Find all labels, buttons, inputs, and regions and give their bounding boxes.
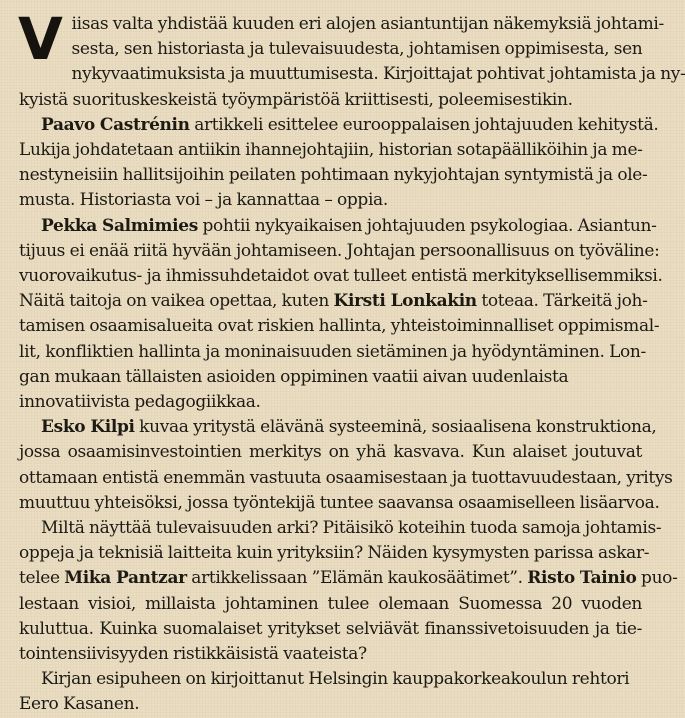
text-line: oppeja ja teknisiä laitteita kuin yrityksiin? Näiden kysymysten parissa askar- — [19, 543, 650, 564]
text-line: lit, konfliktien hallinta ja moninaisuuden sietäminen ja hyödyntäminen. Lon- — [19, 341, 646, 362]
text-run: toteaa. Tärkeitä joh- — [476, 291, 648, 312]
text-line: tamisen osaamisalueita ovat riskien hallinta, yhteistoiminnalliset oppimismal- — [19, 316, 660, 337]
author-name: Esko Kilpi — [41, 417, 135, 438]
text-line — [19, 415, 657, 440]
text-line: tointensiivisyyden ristikkäisistä vaateista? — [19, 644, 367, 665]
text-run: artikkelissaan ”Elämän kaukosäätimet”. — [186, 568, 528, 589]
text-line: nykyvaatimuksista ja muuttumisesta. Kirjoittajat pohtivat johtamista ja ny- — [71, 64, 685, 85]
text-line: Lukija johdatetaan antiikin ihannejohtajiin, historian sotapäälliköihin ja me- — [19, 140, 643, 161]
text-line: Kirjan esipuheen on kirjoittanut Helsingin kauppakorkeakoulun rehtori — [41, 669, 630, 690]
text-run: puo- — [636, 568, 678, 589]
text-line: Eero Kasanen. — [19, 694, 140, 715]
castren-paragraph — [19, 113, 659, 214]
text-line — [19, 214, 657, 239]
text-line: muuttuu yhteisöksi, jossa työntekijä tuntee saavansa osaamiselleen lisäarvoa. — [19, 492, 660, 513]
author-name: Paavo Castrénin — [41, 114, 190, 135]
text-line: ottamaan entistä enemmän vastuuta osaamisestaan ja tuottavuudestaan, yritys — [19, 467, 673, 488]
text-run: kuvaa yritystä elävänä systeeminä, sosiaalisena konstruktiona, — [134, 417, 657, 438]
text-run: telee — [19, 568, 65, 589]
salmimies-paragraph — [19, 214, 663, 416]
author-name: Mika Pantzar — [64, 568, 187, 589]
text-line: sesta, sen historiasta ja tulevaisuudesta, johtamisen oppimisesta, sen — [71, 39, 643, 60]
author-name: Pekka Salmimies — [41, 215, 198, 236]
text-line — [19, 566, 678, 591]
preface-paragraph — [19, 667, 642, 717]
text-line: vuorovaikutus- ja ihmissuhdetaidot ovat tulleet entistä merkityksellisemmiksi. — [19, 266, 663, 287]
text-line: musta. Historiasta voi – ja kannattaa – oppia. — [19, 190, 388, 211]
text-run: artikkeli esittelee eurooppalaisen johtajuuden kehitystä. — [189, 114, 659, 135]
text-line — [19, 113, 659, 138]
author-name: Kirsti Lonkakin — [333, 291, 477, 312]
text-line: innovatiivista pedagogiikkaa. — [19, 392, 261, 413]
text-line: lestaan visioi, millaista johtaminen tulee olemaan Suomessa 20 vuoden — [19, 593, 642, 614]
author-name: Risto Tainio — [527, 568, 637, 589]
text-line: nestyneisiin hallitsijoihin peilaten pohtimaan nykyjohtajan syntymistä ja ole- — [19, 165, 648, 186]
text-line: Miltä näyttää tulevaisuuden arki? Pitäisikö koteihin tuoda samoja johtamis- — [41, 518, 662, 539]
text-run: Näitä taitoja on vaikea opettaa, kuten — [19, 291, 334, 312]
intro-paragraph — [18, 5, 685, 113]
kilpi-paragraph — [19, 415, 673, 516]
future-paragraph — [19, 516, 678, 667]
text-run: pohtii nykyaikaisen johtajuuden psykologiaa. Asiantun- — [197, 215, 657, 236]
text-line: kyistä suorituskeskeistä työympäristöä kriittisesti, poleemisestikin. — [19, 89, 573, 110]
text-line: kuluttua. Kuinka suomalaiset yritykset selviävät finanssivetoisuuden ja tie- — [19, 618, 642, 639]
text-line — [19, 289, 648, 314]
text-line: tijuus ei enää riitä hyvään johtamiseen. Johtajan persoonallisuus on työväline: — [19, 240, 660, 261]
drop-cap-letter: V — [18, 5, 63, 73]
text-line: jossa osaamisinvestointien merkitys on yhä kasvava. Kun alaiset joutuvat — [19, 442, 642, 463]
text-line: gan mukaan tällaisten asioiden oppiminen vaatii aivan uudenlaista — [19, 366, 569, 387]
text-line: iisas valta yhdistää kuuden eri alojen asiantuntijan näkemyksiä johtami- — [71, 14, 664, 34]
